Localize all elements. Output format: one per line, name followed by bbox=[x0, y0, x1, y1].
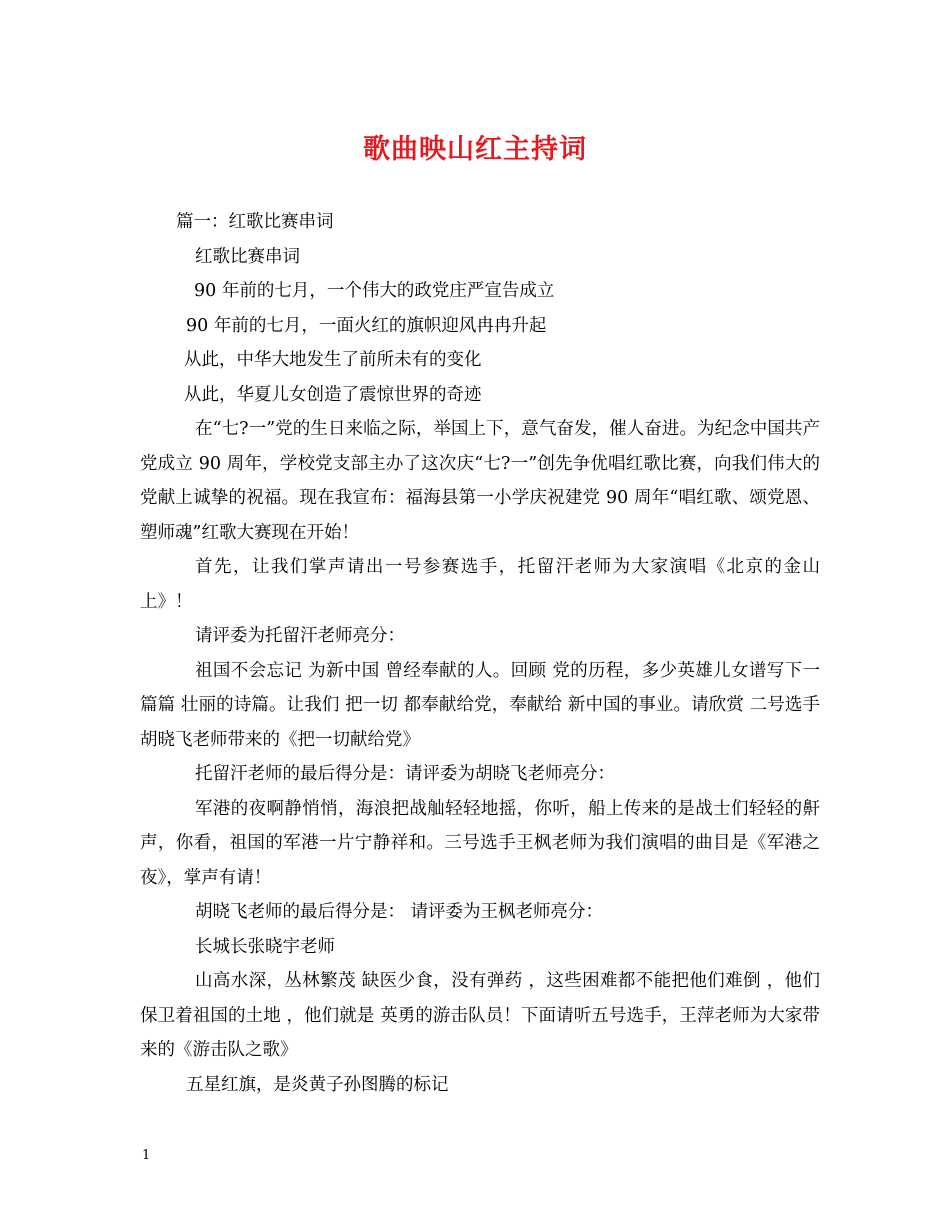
section-heading: 篇一：红歌比赛串词 bbox=[176, 212, 334, 232]
verse-line: 90 年前的七月，一面火红的旗帜迎风冉冉升起 bbox=[186, 315, 547, 336]
verse-line: 90 年前的七月，一个伟大的政党庄严宣告成立 bbox=[194, 281, 555, 301]
page-number: 1 bbox=[142, 1148, 151, 1163]
section-subheading: 红歌比赛串词 bbox=[195, 246, 300, 267]
body-paragraph: 首先，让我们掌声请出一号参赛选手，托留汗老师为大家演唱《北京的金山上》！ bbox=[140, 557, 820, 612]
body-paragraph: 军港的夜啊静悄悄，海浪把战舢轻轻地摇，你听，船上传来的是战士们轻轻的鼾声，你看，祖国的军港一片宁静祥和。三号选手王枫老师为我们演唱的曲目是《军港之夜》，掌声有请！ bbox=[140, 798, 820, 888]
document-title: 歌曲映山红主持词 bbox=[363, 134, 587, 165]
body-paragraph: 祖国不会忘记 为新中国 曾经奉献的人。回顾 党的历程，多少英雄儿女谱写下一篇篇 壮丽的诗篇。让我们 把一切 都奉献给党，奉献给 新中国的事业。请欣赏 二号选手 胡晓飞老师带来的《把一切献给党》 bbox=[140, 660, 820, 750]
body-paragraph: 胡晓飞老师的最后得分是： 请评委为王枫老师亮分： bbox=[195, 902, 604, 922]
body-paragraph: 在“七?一”党的生日来临之际，举国上下，意气奋发，催人奋进。为纪念中国共产党成立 90 周年，学校党支部主办了这次庆“七?一”创先争优唱红歌比赛，向我们伟大的党献上诚挚的祝福。现在我宣布：福海县第一小学庆祝建党 90 周年“唱红歌、颂党恩、塑师魂”红歌大赛现在开始！ bbox=[140, 419, 820, 543]
verse-line: 从此，华夏儿女创造了震惊世界的奇迹 bbox=[184, 384, 482, 405]
body-paragraph: 托留汗老师的最后得分是：请评委为胡晓飞老师亮分： bbox=[195, 764, 615, 784]
body-paragraph: 山高水深，丛林繁茂 缺医少食，没有弹药 ，这些困难都不能把他们难倒 ，他们保卫着祖国的土地 ，他们就是 英勇的游击队员！下面请听五号选手，王萍老师为大家带来的《游击队之歌》 bbox=[140, 971, 820, 1060]
body-paragraph: 长城长张晓宇老师 bbox=[195, 936, 335, 957]
body-paragraph: 请评委为托留汗老师亮分： bbox=[195, 626, 405, 646]
document-body bbox=[140, 205, 820, 1102]
verse-line: 从此，中华大地发生了前所未有的变化 bbox=[184, 350, 482, 370]
body-paragraph: 五星红旗，是炎黄子孙图腾的标记 bbox=[186, 1074, 449, 1095]
